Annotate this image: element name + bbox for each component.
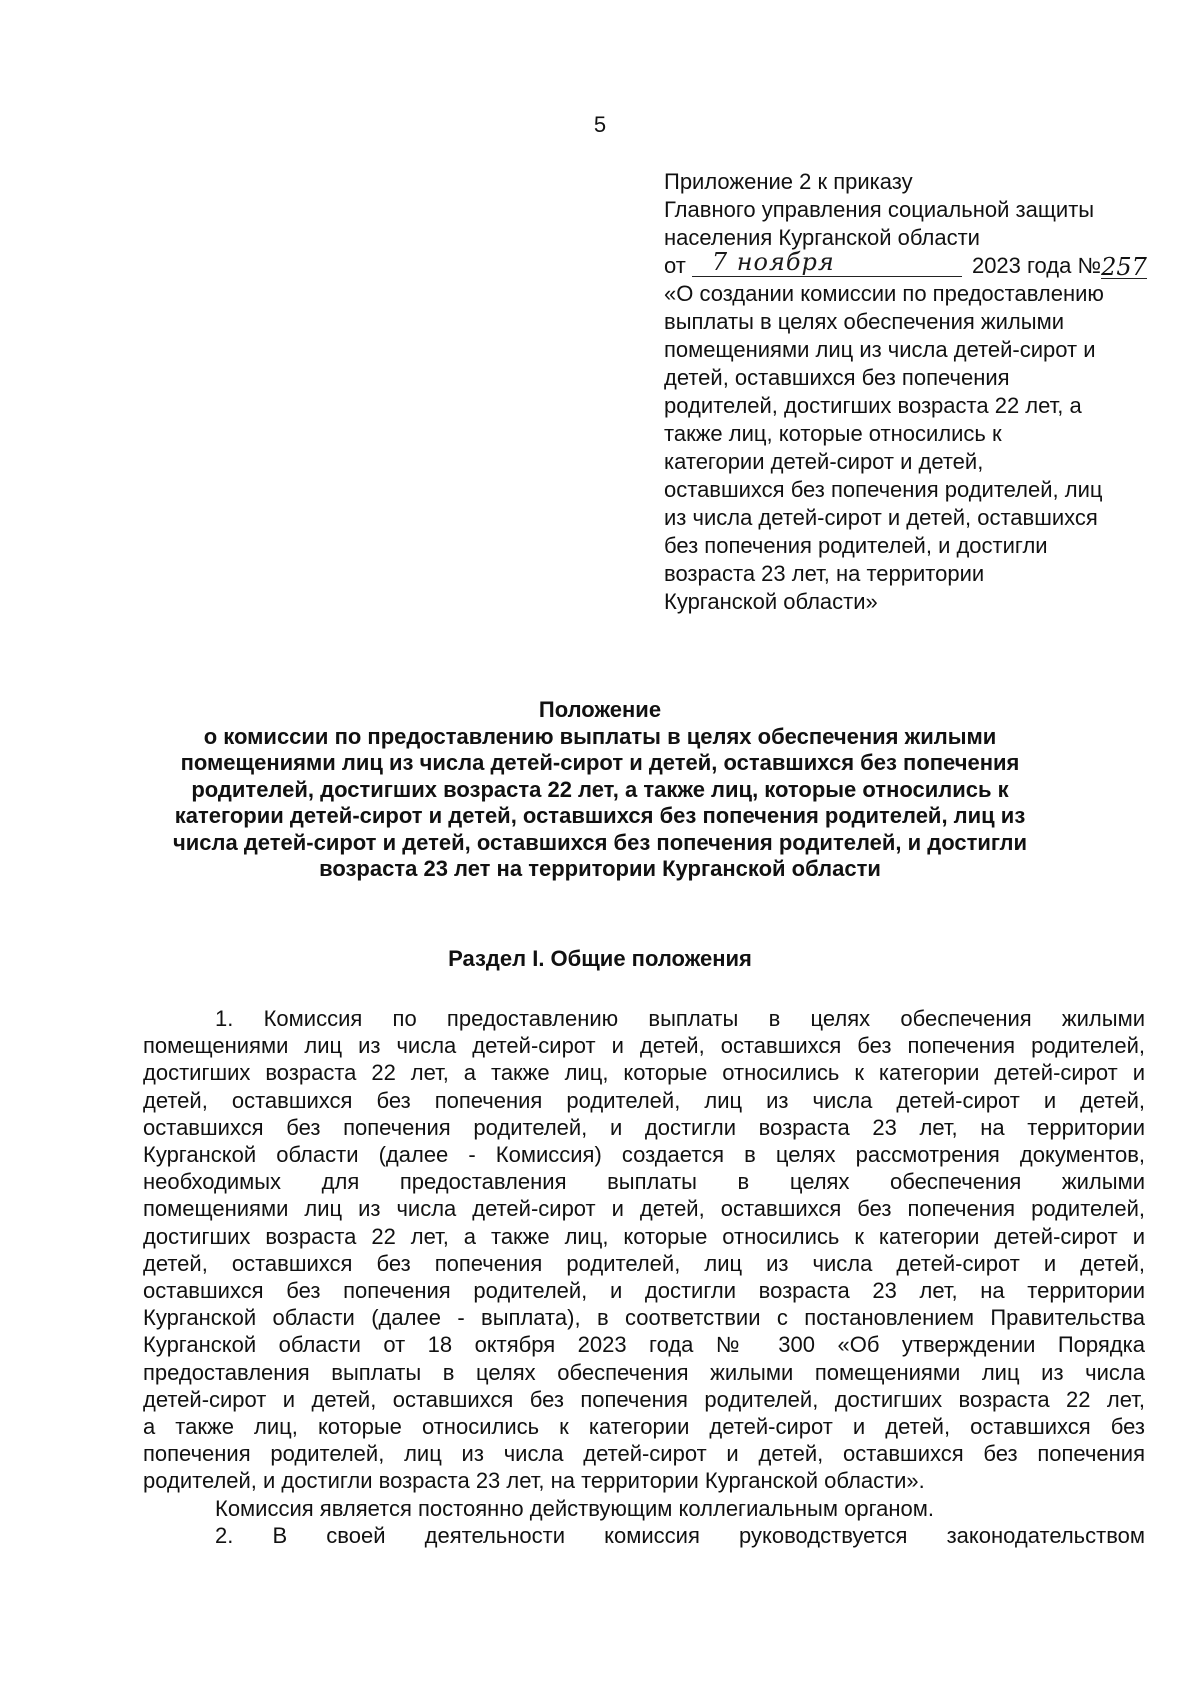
appendix-block — [664, 168, 1164, 616]
body-line: оставшихся без попечения родителей, и достигли возраста 23 лет, на территории — [143, 1278, 1145, 1304]
body-line: помещениями лиц из числа детей-сирот и детей, оставшихся без попечения родителей, — [143, 1196, 1145, 1222]
body-line: необходимых для предоставления выплаты в целях обеспечения жилыми — [143, 1169, 1145, 1195]
body-line: детей, оставшихся без попечения родителей, лиц из числа детей-сирот и детей, — [143, 1250, 1145, 1276]
body-line: Курганской области (далее - выплата), в соответствии с постановлением Правительства — [143, 1305, 1145, 1331]
appendix-line: Приложение 2 к приказу — [664, 169, 913, 194]
handwritten-date: 7 ноября — [711, 248, 835, 276]
date-blank-field — [692, 248, 962, 277]
appendix-subject-line: оставшихся без попечения родителей, лиц — [664, 477, 1103, 502]
appendix-subject-line: родителей, достигших возраста 22 лет, а — [664, 393, 1082, 418]
appendix-subject-line: «О создании комиссии по предоставлению — [664, 281, 1104, 306]
body-line: детей-сирот и детей, оставшихся без попечения родителей, достигших возраста 22 лет, — [143, 1386, 1145, 1412]
appendix-subject-line: помещениями лиц из числа детей-сирот и — [664, 337, 1096, 362]
body-line: достигших возраста 22 лет, а также лиц, которые относились к категории детей-сирот и — [143, 1060, 1145, 1086]
body-line: помещениями лиц из числа детей-сирот и детей, оставшихся без попечения родителей, — [143, 1033, 1145, 1059]
appendix-subject-line: выплаты в целях обеспечения жилыми — [664, 309, 1064, 334]
title-line: категории детей-сирот и детей, оставшихся без попечения родителей, лиц из — [174, 803, 1026, 828]
date-suffix: 2023 года № — [971, 253, 1102, 278]
body-line: детей, оставшихся без попечения родителей, лиц из числа детей-сирот и детей, — [143, 1087, 1145, 1113]
page-number: 5 — [593, 112, 607, 137]
body-line: 1. Комиссия по предоставлению выплаты в целях обеспечения жилыми — [215, 1006, 1145, 1031]
body-line: оставшихся без попечения родителей, и достигли возраста 23 лет, на территории — [143, 1114, 1145, 1140]
appendix-line: Главного управления социальной защиты — [664, 197, 1095, 222]
body-line: Курганской области от 18 октября 2023 года № 300 «Об утверждении Порядка — [143, 1332, 1145, 1358]
body-line: Курганской области (далее - Комиссия) создается в целях рассмотрения документов, — [143, 1142, 1145, 1168]
order-date-line — [664, 248, 1164, 281]
handwritten-order-number: 257 — [1101, 253, 1147, 281]
body-line: а также лиц, которые относились к категории детей-сирот и детей, оставшихся без — [143, 1414, 1145, 1440]
appendix-subject-line: также лиц, которые относились к — [664, 421, 1002, 446]
appendix-subject-line: без попечения родителей, и достигли — [664, 533, 1048, 558]
appendix-subject-line: детей, оставшихся без попечения — [664, 365, 1010, 390]
body-text — [143, 1005, 1145, 1549]
section-heading: Раздел I. Общие положения — [448, 946, 752, 971]
title-line: помещениями лиц из числа детей-сирот и детей, оставшихся без попечения — [180, 750, 1020, 775]
title-line: числа детей-сирот и детей, оставшихся без попечения родителей, и достигли — [172, 829, 1028, 855]
title-line: родителей, достигших возраста 22 лет, а также лиц, которые относились к — [191, 776, 1009, 802]
title-line: возраста 23 лет на территории Курганской области — [319, 856, 881, 881]
body-line: достигших возраста 22 лет, а также лиц, которые относились к категории детей-сирот и — [143, 1223, 1145, 1249]
appendix-subject-line: возраста 23 лет, на территории — [664, 561, 985, 586]
title-line: Положение — [538, 697, 662, 722]
title-line: о комиссии по предоставлению выплаты в целях обеспечения жилыми — [203, 723, 997, 749]
body-line: 2. В своей деятельности комиссия руководствуется законодательством — [215, 1522, 1145, 1548]
body-line: предоставления выплаты в целях обеспечения жилыми помещениями лиц из числа — [143, 1359, 1145, 1385]
appendix-line: населения Курганской области — [664, 225, 980, 250]
date-prefix: от — [664, 253, 686, 278]
document-title — [120, 697, 1080, 883]
appendix-subject-line: из числа детей-сирот и детей, оставшихся — [664, 505, 1098, 530]
body-line: попечения родителей, лиц из числа детей-сирот и детей, оставшихся без попечения — [143, 1441, 1145, 1467]
body-line: родителей, и достигли возраста 23 лет, на территории Курганской области». — [143, 1468, 925, 1494]
appendix-subject-line: Курганской области» — [664, 589, 878, 614]
body-line: Комиссия является постоянно действующим коллегиальным органом. — [215, 1495, 934, 1521]
appendix-subject-line: категории детей-сирот и детей, — [664, 449, 984, 474]
